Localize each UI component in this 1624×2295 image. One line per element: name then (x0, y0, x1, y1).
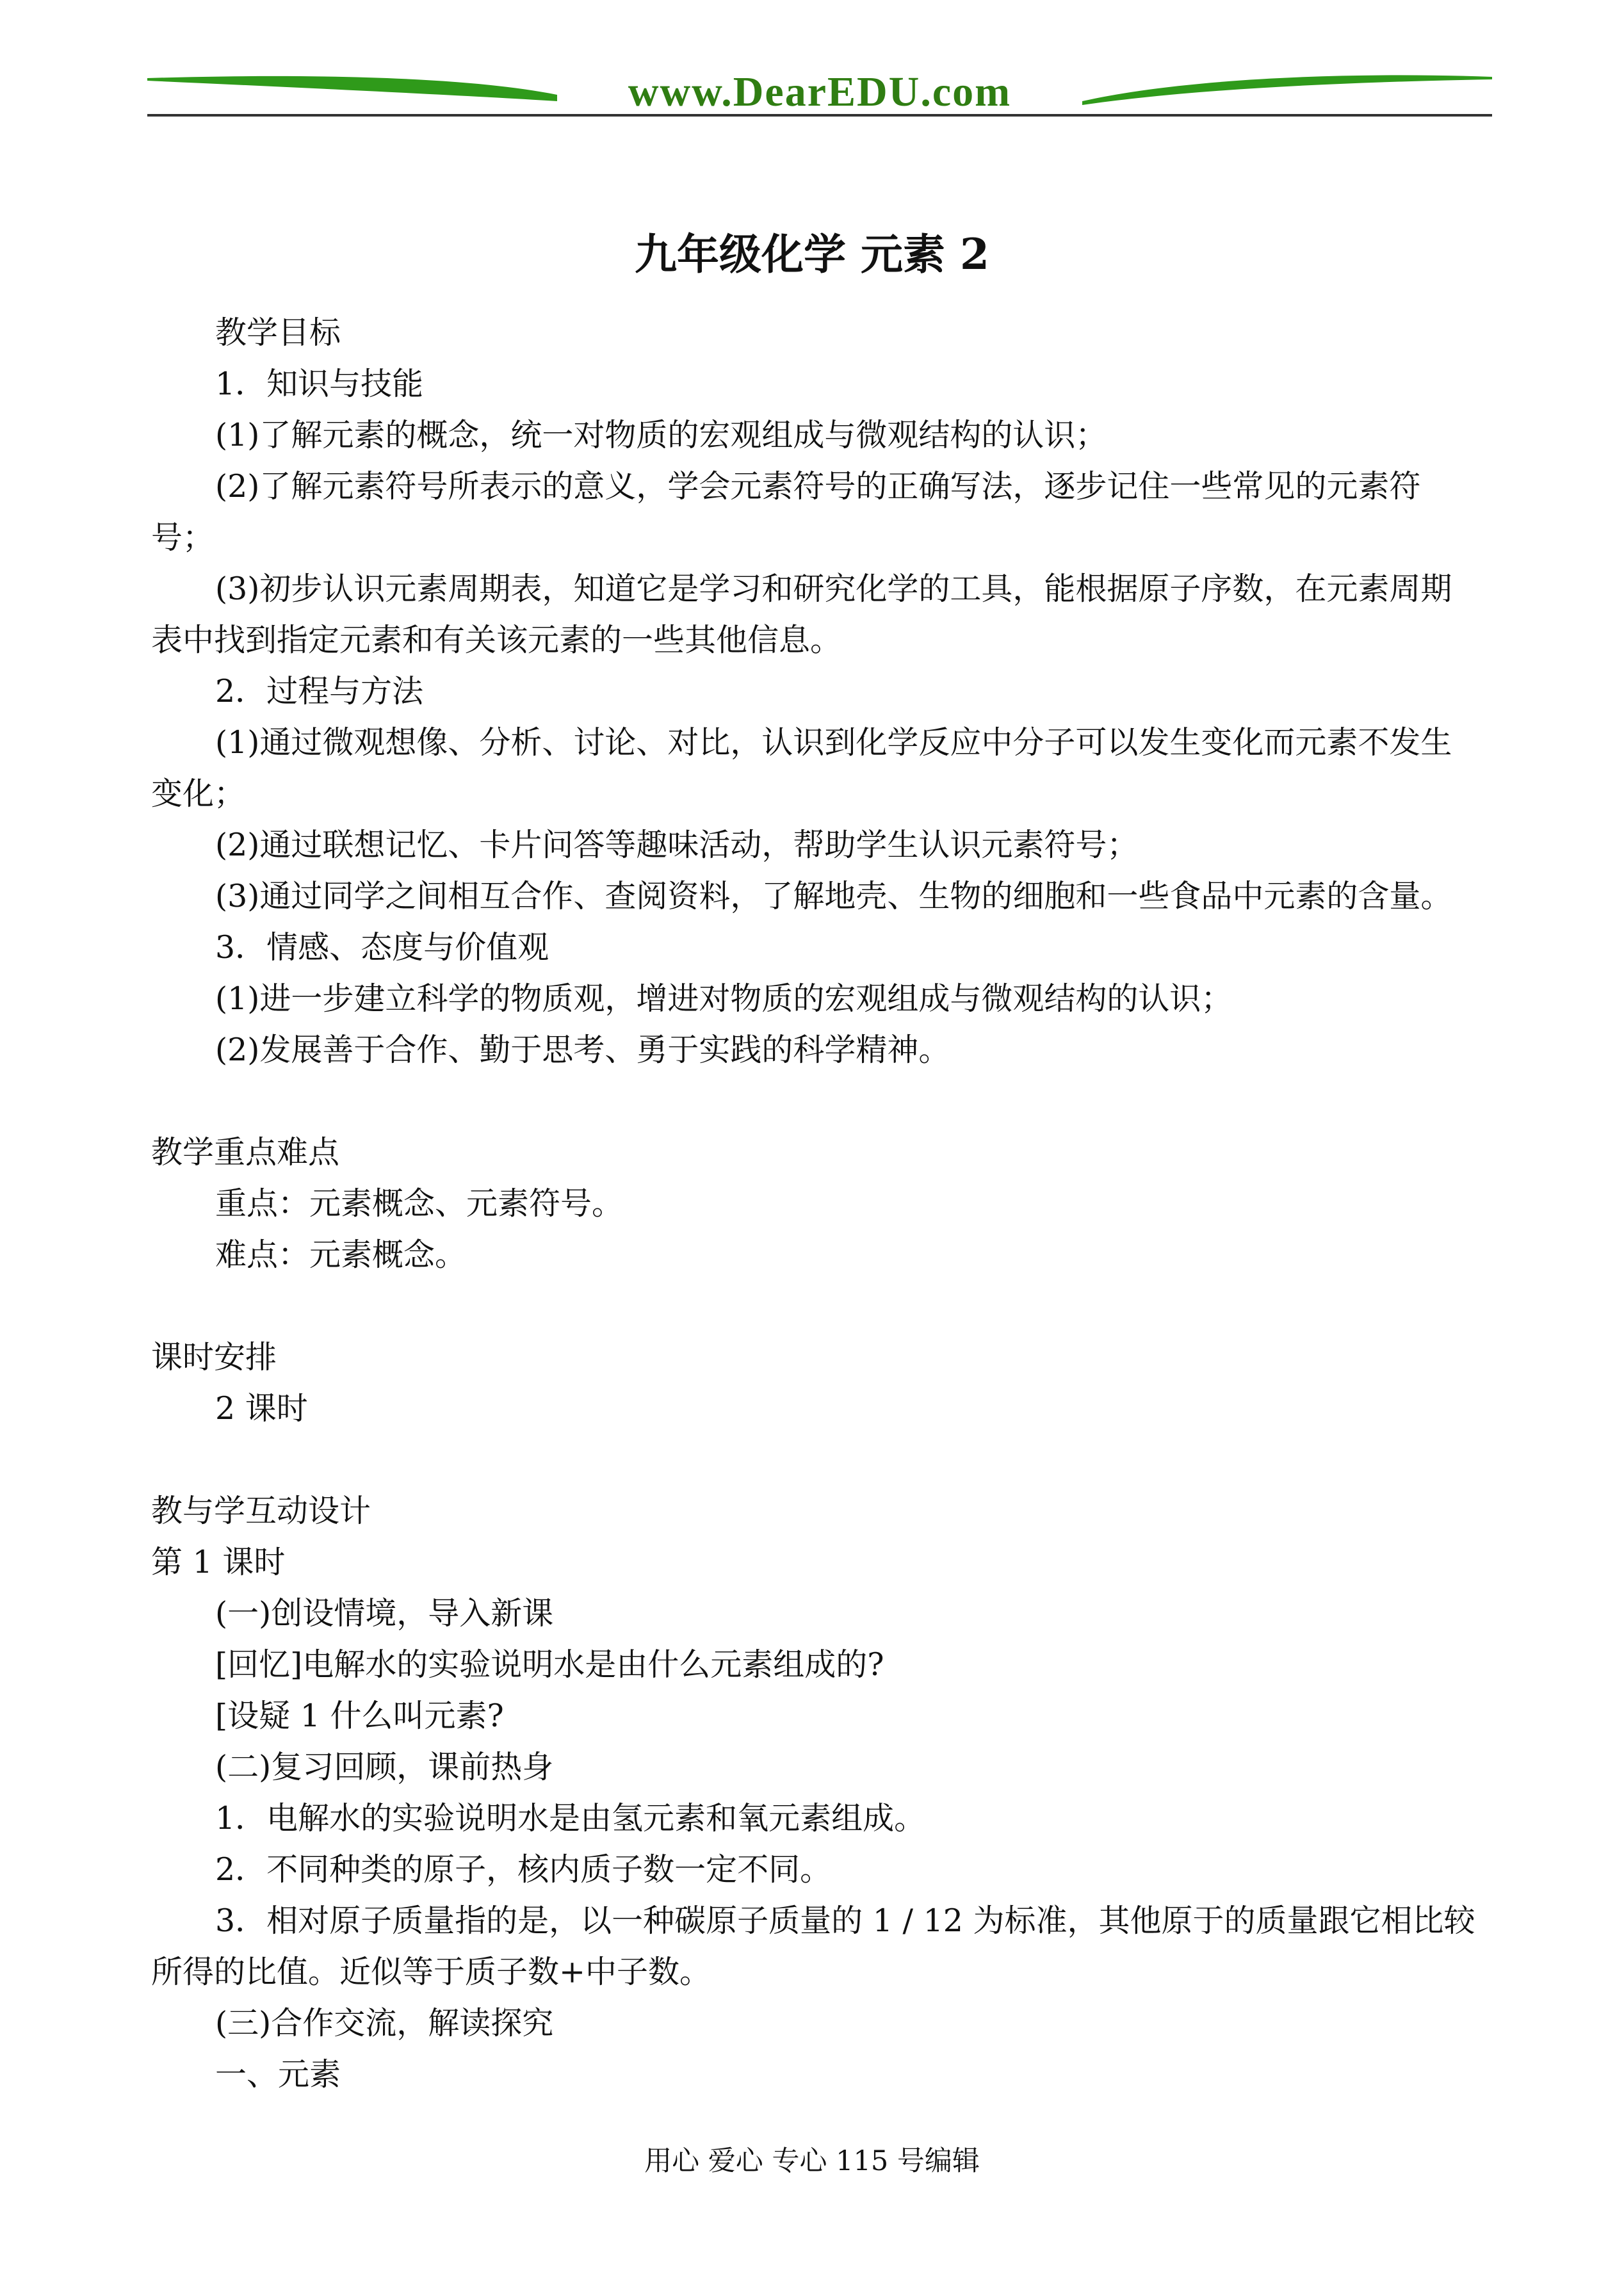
text-line: 第 1 课时 (151, 1544, 286, 1580)
text-line: (3)通过同学之间相互合作、查阅资料，了解地壳、生物的细胞和一些食品中元素的含量。 (215, 878, 1452, 914)
text-line: 3．情感、态度与价值观 (215, 929, 549, 966)
text-line: (1)了解元素的概念，统一对物质的宏观组成与微观结构的认识； (215, 417, 1107, 453)
document-title: 九年级化学 元素 2 (635, 229, 989, 279)
text-line: 教学重点难点 (151, 1134, 340, 1171)
text-line: 课时安排 (151, 1339, 277, 1375)
text-line: (2)了解元素符号所表示的意义，学会元素符号的正确写法，逐步记住一些常见的元素符号； (151, 468, 1421, 556)
text-line: 难点：元素概念。 (215, 1237, 467, 1273)
text-line: (2)发展善于合作、勤于思考、勇于实践的科学精神。 (215, 1032, 950, 1068)
document-body (151, 307, 1483, 2100)
text-line: [设疑 1 什么叫元素? (215, 1698, 504, 1734)
text-line: (一)创设情境，导入新课 (215, 1595, 554, 1632)
text-line: 重点：元素概念、元素符号。 (215, 1185, 624, 1222)
text-line: (二)复习回顾，课前热身 (215, 1749, 554, 1785)
text-line: (1)通过微观想像、分析、讨论、对比，认识到化学反应中分子可以发生变化而元素不发生变化； (151, 724, 1452, 812)
paragraph-gap (151, 1076, 1483, 1127)
paragraph-gap (151, 1281, 1483, 1332)
text-line: 3．相对原子质量指的是，以一种碳原子质量的 1 / 12 为标准，其他原于的质量跟它相比较所得的比值。近似等于质子数+中子数。 (151, 1902, 1475, 1990)
page-header (147, 64, 1492, 128)
text-line: (三)合作交流，解读探究 (215, 2005, 554, 2041)
text-line: 2．过程与方法 (215, 673, 424, 710)
page-footer: 用心 爱心 专心 115 号编辑 (644, 2145, 980, 2177)
text-line: 一、元素 (215, 2056, 341, 2093)
text-line: 1．知识与技能 (215, 366, 424, 402)
text-line: 1．电解水的实验说明水是由氢元素和氧元素组成。 (215, 1800, 926, 1837)
text-line: 教学目标 (215, 314, 341, 351)
site-brand: www.DearEDU.com (628, 69, 1012, 115)
text-line: (1)进一步建立科学的物质观，增进对物质的宏观组成与微观结构的认识； (215, 980, 1233, 1017)
paragraph-gap (151, 1434, 1483, 1486)
text-line: (2)通过联想记忆、卡片问答等趣味活动，帮助学生认识元素符号； (215, 827, 1139, 863)
text-line: 2．不同种类的原子，核内质子数一定不同。 (215, 1851, 832, 1888)
text-line: (3)初步认识元素周期表，知道它是学习和研究化学的工具，能根据原子序数，在元素周期表中找到指定元素和有关该元素的一些其他信息。 (151, 571, 1452, 658)
text-line: 教与学互动设计 (151, 1493, 371, 1529)
text-line: 2 课时 (215, 1390, 308, 1427)
text-line: [回忆]电解水的实验说明水是由什么元素组成的? (215, 1646, 884, 1683)
